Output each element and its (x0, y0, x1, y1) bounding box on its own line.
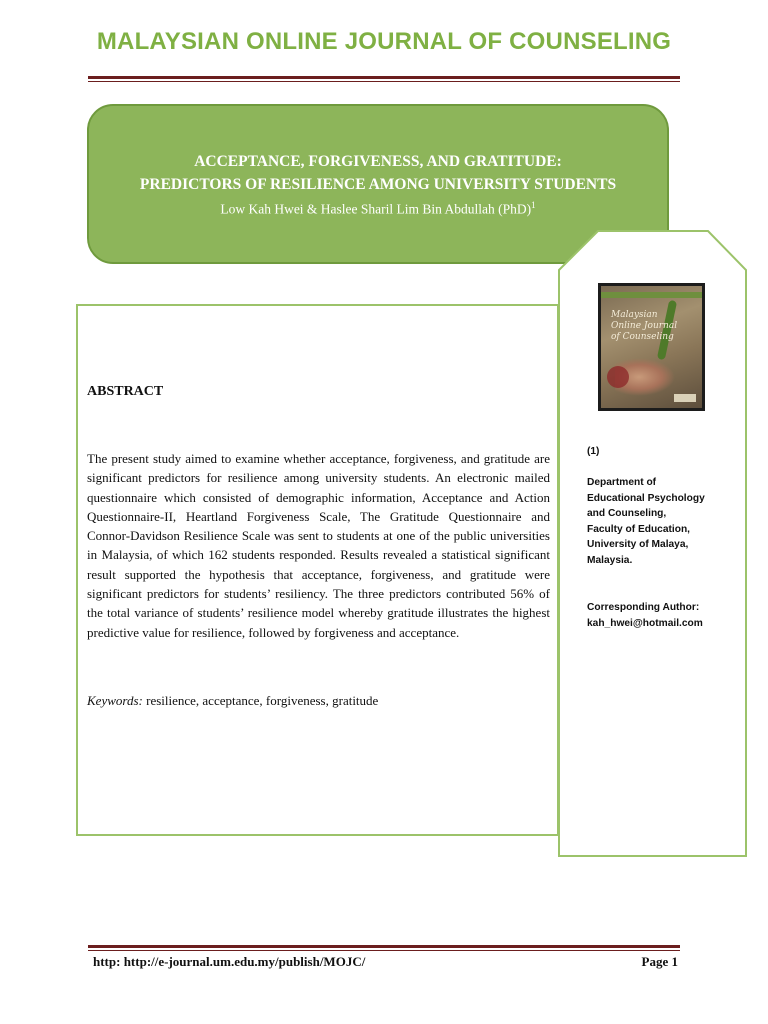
affiliation (587, 475, 737, 568)
corresponding-author (587, 600, 737, 631)
author-names: Low Kah Hwei & Haslee Sharil Lim Bin Abdullah (PhD) (220, 201, 532, 217)
page-number: Page 1 (641, 954, 678, 969)
affiliation-line: and Counseling, (587, 508, 667, 519)
affiliation-line: Department of (587, 477, 657, 488)
cover-title: Malaysian Online Journal of Counseling (611, 310, 678, 342)
abstract-heading: ABSTRACT (87, 384, 164, 399)
header-rule-thin (88, 81, 680, 82)
footer-rule-thin (88, 950, 680, 951)
affiliation-number: (1) (587, 446, 600, 457)
paper-title-line-2: PREDICTORS OF RESILIENCE AMONG UNIVERSITY STUDENTS (139, 176, 617, 193)
abstract-body: The present study aimed to examine whether acceptance, forgiveness, and gratitude are significant predictors for resilience among university students. An electronic mailed questionnaire which consisted of demographic information, Acceptance and Action Questionnaire-II, Heartland Forgiveness Scale, The Gratitude Questionnaire and Connor-Davidson Resilience Scale was sent to students at one of the public universities in Malaysia, of which 162 students responded. Results revealed a statistical significant result supported the hypothesis that acceptance, forgiveness, and gratitude were significant predictors for students’ resiliency. The three predictors contributed 56% of the total variance of students’ resilience model whereby gratitude illustrates the highest predictive value for resilience, followed by forgiveness and acceptance. (87, 451, 550, 640)
keywords-list: resilience, acceptance, forgiveness, gratitude (146, 693, 379, 708)
author-note-marker: 1 (531, 200, 536, 210)
affiliation-line: University of Malaya, (587, 539, 689, 550)
footer-url[interactable]: http: http://e-journal.um.edu.my/publish/MOJC/ (93, 954, 366, 969)
journal-title: MALAYSIAN ONLINE JOURNAL OF COUNSELING (96, 28, 672, 55)
header-rule (88, 76, 680, 79)
paper-title (89, 150, 667, 196)
affiliation-line: Faculty of Education, (587, 523, 691, 535)
corresponding-label: Corresponding Author: (587, 602, 700, 613)
footer-rule (88, 945, 680, 948)
affiliation-line: Malaysia. (587, 554, 633, 566)
university-logo (674, 394, 696, 402)
keywords (87, 693, 550, 709)
corresponding-email[interactable]: kah_hwei@hotmail.com (587, 617, 703, 629)
authors (89, 200, 667, 218)
paper-title-line-1: ACCEPTANCE, FORGIVENESS, AND GRATITUDE: (194, 153, 562, 170)
affiliation-line: Educational Psychology (587, 492, 705, 504)
journal-cover-image (598, 283, 705, 411)
keywords-label: Keywords: (87, 693, 143, 708)
